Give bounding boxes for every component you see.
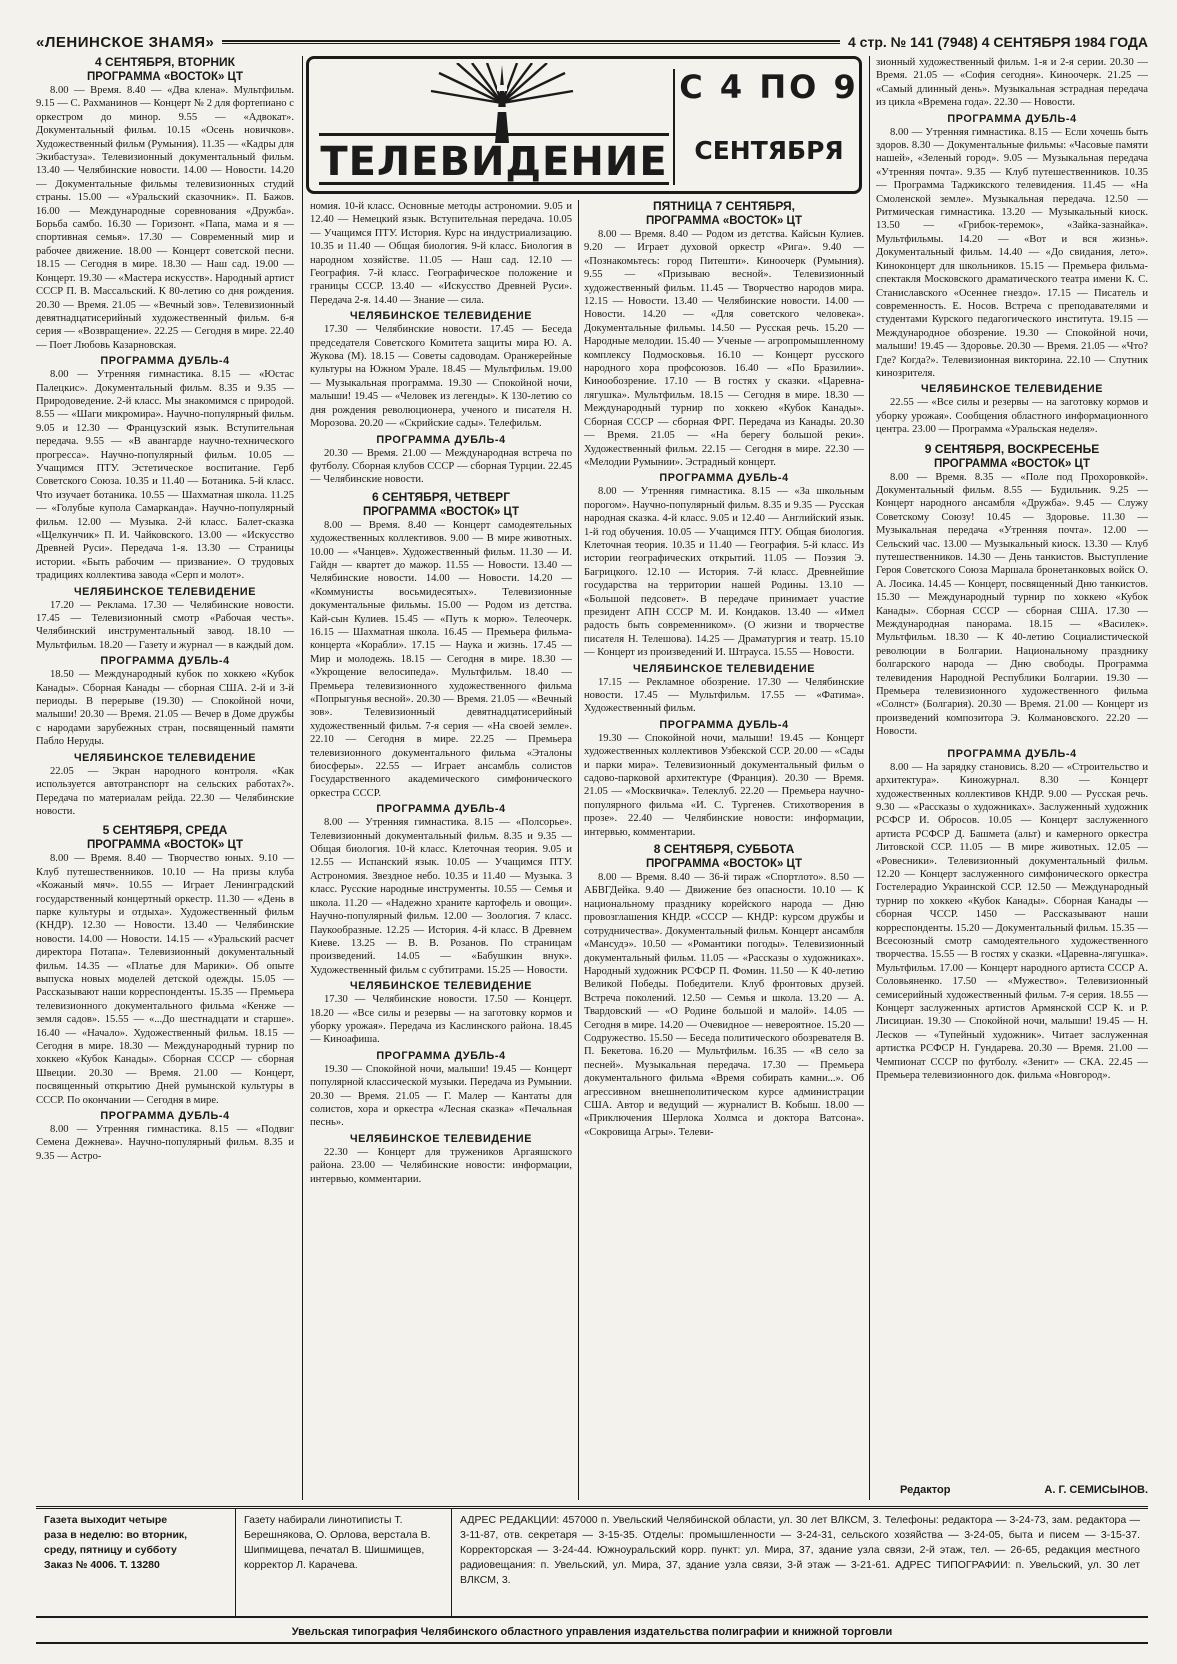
column-3 [584, 200, 864, 1500]
schedule-text: 17.15 — Рекламное обозрение. 17.30 — Челябинские новости. 17.45 — Мультфильм. 17.55 — «Фатима». Художественный фильм. [584, 676, 864, 715]
day-heading: ПЯТНИЦА 7 СЕНТЯБРЯ, [652, 200, 796, 213]
issue-line: 4 стр. № 141 (7948) 4 СЕНТЯБРЯ 1984 ГОДА [848, 34, 1148, 50]
schedule-text: 18.50 — Международный кубок по хоккею «Кубок Канады». Сборная Канады — сборная США. 2-й и 3-й периоды. В перерыве (19.30) — Спокойной ночи, малыши! 20.30 — Время. 21.05 — Вечер в Доме дружбы с народами зарубежных стран, посвященный памяти Пабло Неруды. [36, 669, 294, 748]
program-heading: ПРОГРАММА «ВОСТОК» ЦТ [646, 858, 802, 871]
program-heading: ПРОГРАММА «ВОСТОК» ЦТ [934, 457, 1090, 470]
day-heading: 9 СЕНТЯБРЯ, ВОСКРЕСЕНЬЕ [924, 441, 1100, 456]
program-heading: ПРОГРАММА ДУБЛЬ-4 [376, 433, 506, 446]
masthead-rule [222, 40, 840, 44]
schedule-text: 8.00 — Утренняя гимнастика. 8.15 — «Подвиг Семена Дежнева». Научно-популярный фильм. 8.35 и 9.35 — Астро- [36, 1124, 294, 1162]
schedule-text: 17.20 — Реклама. 17.30 — Челябинские новости. 17.45 — Телевизионный смотр «Рабочая честь». Челябинский инструментальный завод. 18.10 — Мультфильм. 18.20 — Газету и журнал — в каждый дом. [36, 599, 294, 651]
staff-credits: Газету набирали линотиписты Т. Берешнякова, О. Орлова, верстала В. Шипмищева, печатал В. Шишмищев, корректор Л. Карачева. [236, 1509, 452, 1616]
editor-signature [900, 1484, 1148, 1496]
tv-tower-icon [427, 63, 577, 143]
program-heading: ЧЕЛЯБИНСКОЕ ТЕЛЕВИДЕНИЕ [920, 383, 1103, 396]
column-1 [36, 56, 294, 1506]
schedule-line: среду, пятницу и субботу [44, 1544, 177, 1556]
program-heading: ПРОГРАММА ДУБЛЬ-4 [947, 747, 1077, 760]
schedule-text: 19.30 — Спокойной ночи, малыши! 19.45 — Концерт популярной классической музыки. Передача из Румынии. 20.30 — Время. 21.05 — Г. Малер — Кантаты для солистов, хора и оркестра «Лесная сказка» «Печальная песнь». [310, 1063, 572, 1129]
program-heading: ПРОГРАММА ДУБЛЬ-4 [376, 1049, 506, 1062]
program-heading: ПРОГРАММА ДУБЛЬ-4 [100, 655, 230, 668]
day-heading: 6 СЕНТЯБРЯ, ЧЕТВЕРГ [371, 489, 510, 504]
program-heading: ЧЕЛЯБИНСКОЕ ТЕЛЕВИДЕНИЕ [73, 751, 256, 764]
schedule-text: 19.30 — Спокойной ночи, малыши! 19.45 — Концерт художественных коллективов Узбекской ССР. 20.00 — «Сады и парки мира». Телевизионный документальный фильм о садово-парковой архитектуре (Франция). 20.30 — Время. 21.05 — «Москвичка». Телеклуб. 22.20 — Премьера научно-популярного фильма «И. С. Тургенев. Стихотворения в прозе». 22.40 — Челябинские новости: информации, интервью, комментарии. [584, 732, 864, 838]
banner-dates: С 4 ПО 9 [679, 68, 859, 106]
program-heading: ЧЕЛЯБИНСКОЕ ТЕЛЕВИДЕНИЕ [73, 585, 256, 598]
schedule-text: 8.00 — Утренняя гимнастика. 8.15 — Если хочешь быть здоров. 8.30 — Документальные фильмы: «Часовые памяти нашей», «Зеленый город». 9.05 — Музыкальная передача «Утренняя почта». 9.35 — Клуб путешественников. 10.35 — Программа Таджикского телевидения. 11.45 — «На Смоленской земле». Музыкальная передача. 12.50 — Ритмическая гимнастика. 13.20 — Музыкальный киоск. 13.50 — «Грибок-теремок», «Зайка-зазнайка». Мультфильмы. 14.20 — «Вот и вся жизнь». Документальный фильм. 14.40 — «До свидания, лето». Киноконцерт для школьников. 15.15 — Премьера фильма-спектакля Московского драматического театра имени К. С. Станиславского «Осеннее гнездо». 17.15 — Писатель и современность. Е. Носов. Встреча с преподавателями и студентами Курского педагогического института. 19.15 — Международное обозрение. 19.30 — Спокойной ночи, малыши! 19.45 — Здоровье. 20.30 — Время. 21.05 — «Что? Где? Когда?». Телевизионная викторина. 22.10 — Спутник кинозрителя. [876, 126, 1148, 379]
schedule-text: 17.30 — Челябинские новости. 17.50 — Концерт. 18.20 — «Все силы и резервы — на заготовку кормов и уборку урожая». Передача из Каслинского района. 18.45 — Киноафиша. [310, 994, 572, 1046]
tv-banner [306, 56, 862, 194]
program-heading: ПРОГРАММА ДУБЛЬ-4 [947, 112, 1077, 125]
program-heading: ПРОГРАММА ДУБЛЬ-4 [100, 1110, 230, 1123]
editor-name: А. Г. СЕМИСЫНОВ. [1044, 1484, 1148, 1496]
schedule-text: 8.00 — Время. 8.35 — «Поле под Прохоровкой». Документальный фильм. 8.55 — Будильник. 9.25 — Концерт народного ансамбля «Дружба». 9.45 — Служу Советскому Союзу! 10.45 — Здоровье. 11.30 — Музыкальная передача «Утренняя почта». 12.00 — Сельский час. 13.00 — Музыкальный киоск. 13.30 — Клуб путешественников. 14.30 — День танкистов. Выступление Героя Советского Союза Маршала бронетанковых войск О. А. Лосика. 14.45 — Концерт, посвященный Дню танкистов. 15.30 — Международный турнир по хоккею «Кубок Канады». Сборная СССР — сборная США. 17.30 — Международная панорама. 18.15 — «Василек». Мультфильм. 18.30 — К 40-летию Социалистической революции в Болгарии. Национальному празднику болгарского народа — Дню свободы. Программа телевидения Народной Республики Болгарии. 19.30 — Премьера телевизионного художественного фильма «Солнст» (Болгария). 20.30 — Время. 21.00 — Концерт из произведений композитора Э. Колмановского. 22.20 — Новости. [876, 471, 1148, 738]
program-heading: ПРОГРАММА ДУБЛЬ-4 [376, 803, 506, 816]
program-heading: ПРОГРАММА «ВОСТОК» ЦТ [646, 215, 802, 227]
editor-label: Редактор [900, 1484, 951, 1496]
program-heading: ЧЕЛЯБИНСКОЕ ТЕЛЕВИДЕНИЕ [349, 1132, 532, 1145]
program-heading: ПРОГРАММА «ВОСТОК» ЦТ [87, 839, 243, 852]
column-4 [876, 56, 1148, 1496]
editorial-address: АДРЕС РЕДАКЦИИ: 457000 п. Увельский Челябинской области, ул. 30 лет ВЛКСМ, 3. Телефоны: редактора — 3-24-73, зам. редактора — 3-11-87, отв. секретаря — 3-15-35. Отделы: промышленности — 3-24-31, сельского хозяйства — 3-24-05, быта и писем — 3-15-37. Корректорская — 3-24-44. Южноуральский корр. пункт: ул. Мира, 37, здание узла связи, 2-й этаж, тел. — 26-65, редакция местного радиовещания: п. Увельский, ул. Мира, 37, здание узла связи, 3-й этаж — 3-21-61. АДРЕС ТИПОГРАФИИ: п. Увельский, ул. 30 лет ВЛКСМ, 3. [460, 1514, 1140, 1586]
schedule-text: 8.00 — На зарядку становись. 8.20 — «Строительство и архитектура». Киножурнал. 8.30 — Концерт художественных коллективов КНДР. 9.00 — Русская речь. 9.30 — «Рассказы о художниках». Заслуженный художник РСФСР И. Обросов. 10.05 — Концерт заслуженного артиста РСФСР Д. Башмета (альт) и камерного оркестра Литовской ССР. 11.05 — В мире животных. 12.05 — «Ровесники». Телевизионный документальный фильм. 12.20 — Концерт заслуженного симфонического оркестра Гостелерадио Украинской ССР. 12.50 — Международный турнир по хоккею «Кубок Канады». Сборная Канады — сборная ЧССР. 1450 — Рассказывают наши корреспонденты. 15.20 — Документальный фильм. 15.35 — Всесоюзный смотр самодеятельного художественного творчества. 15.55 — В гостях у сказки. «Царевна-лягушка». Мультфильм. 17.00 — Концерт народного артиста СССР А. Соловьяненко. 17.50 — «Мужество». Телевизионный семисерийный художественный фильм. 7-я серия. 18.55 — Концерт заслуженных артистов Армянской ССР К. и Р. Лисициан. 19.30 — Спокойной ночи, малыши! 19.45 — Н. Лесков — «Тупейный художник». Читает заслуженная артистка РСФСР Н. Гундарева. 20.30 — Время. 21.00 — Чемпионат СССР по футболу. «Зенит» — СКА. 22.45 — Премьера телевизионного док. фильма «Новгород». [876, 761, 1148, 1082]
schedule-text: зионный художественный фильм. 1-я и 2-я серии. 20.30 — Время. 21.05 — «София сегодня». Киноочерк. 21.25 — «Самый длинный день». Музыкальная эстрадная передача из цикла «Времена года». 22.30 — Новости. [876, 57, 1148, 109]
masthead [36, 32, 1148, 52]
schedule-text: 8.00 — Время. 8.40 — 36-й тираж «Спортлото». 8.50 — АБВГДейка. 9.40 — Движение без опасности. 10.10 — К национальному празднику корейского народа — Дню провозглашения КНДР. «СССР — КНДР: курсом дружбы и сотрудничества». Документальный фильм. Концерт ансамбля «Мансудэ». 10.50 — «Романтики погоды». Телевизионный документальный фильм. 11.05 — «Рассказы о художниках». Народный художник РСФСР П. Фомин. 11.50 — К 40-летию Великой Победы. Победители. Клуб фронтовых друзей. Встреча поколений. 12.50 — Семья и школа. 13.20 — А. Твардовский — «О Родине большой и малой». 14.05 — Сегодня в мире. 14.20 — Очевидное — невероятное. 15.20 — Содружество. 15.50 — Беседа политического обозревателя В. П. Бекетова. 16.20 — Мультфильм. 16.35 — «В село за песней». Музыкальная передача. 17.30 — Премьера документального фильма «Время собирать камни...». Об агрессивном внешнеполитическом курсе администрации США. Автор и ведущий — журналист В. Кобыш. 18.00 — «Приключения Шерлока Холмса и доктора Ватсона». «Сокровища Агры». Телеви- [584, 872, 864, 1138]
banner-divider [673, 69, 675, 185]
schedule-text: 8.00 — Утренняя гимнастика. 8.15 — «Полсорье». Телевизионный документальный фильм. 8.35 и 9.35 — Общая биология. 10-й класс. Клеточная теория. 9.05 и 12.55 — Испанский язык. 10.05 — Учащимся ПТУ. Астрономия. Звездное небо. 10.35 и 11.40 — Музыка. 3 класс. Русские народные инструменты. 10.55 — Семья и школа. 11.20 — «Надежно храните картофель и овощи». Научно-популярный фильм. 12.00 — Зоология. 7 класс. Паукообразные. 12.25 — История. 4-й класс. В Древнем Киеве. 13.25 — В. В. Розанов. По страницам произведений. 14.05 — «Бабушкин внук». Художественный фильм с субтитрами. 15.25 — Новости. [310, 817, 572, 976]
program-heading: ПРОГРАММА «ВОСТОК» ЦТ [87, 71, 243, 83]
schedule-text: 8.00 — Время. 8.40 — «Два клена». Мультфильм. 9.15 — С. Рахманинов — Концерт № 2 для фортепиано с оркестром до минор. 9.55 — «Адвокат». Документальный фильм. 10.15 «Осень новичков». Художественный фильм (Румыния). 11.35 — «Кадры для Экибастуза». Телевизионный документальный фильм. 13.40 — Челябинские новости. 14.00 — Новости. 14.20 — Документальные фильмы телевизионных студий страны. 15.00 — «Уральский сказочник». П. Бажов. 16.00 — Международные соревнования «Дружба». Борьба самбо. 16.30 — Горизонт. «Папа, мама и я — спортивная семья». 17.30 — Современный мир и рабочее движение. 18.00 — Концерт советской песни. 18.15 — Сегодня в мире. 18.30 — Наш сад. 19.00 — Концерт. 19.30 — «Мастера искусств». Народный артист СССР П. В. Массальский. К 80-летию со дня рождения. 20.30 — Время. 21.05 — «Вечный зов». Телевизионный девятнадцатисерийный художественный фильм. 6-я серия — «Возвращение». 22.25 — Сегодня в мире. 22.40 — Поет Любовь Казарновская. [36, 85, 294, 351]
schedule-text: 8.00 — Время. 8.40 — Творчество юных. 9.10 — Клуб путешественников. 10.10 — На призы клуба «Кожаный мяч». 10.55 — Играет Ленинградский государственный концертный оркестр. 11.30 — «День в парке культуры и отдыха». Художественный фильм (КНДР). 12.30 — Новости. 13.40 — Челябинские новости. 14.00 — Новости. 14.15 — «Уральский расчет директора Потапа». Телевизионный документальный фильм. 14.35 — «Платье для Марики». Об опыте выпуска новых моделей детской одежды. 15.05 — Рассказывают наши корреспонденты. 15.35 — Премьера телевизионного документального фильма «Кенже — земля садов». 15.55 — «...До шестнадцати и старше». 16.40 — «Начало». Художественный фильм. 18.15 — Сегодня в мире. 18.30 — Международный турнир по хоккею «Кубок Канады». Сборная СССР — сборная Швеции. 20.30 — Время. 21.00 — Концерт, посвященный открытию Дней румынской культуры в СССР. По окончании — Сегодня в мире. [36, 853, 294, 1106]
imprint-footer [36, 1506, 1148, 1618]
program-heading: ПРОГРАММА ДУБЛЬ-4 [659, 718, 789, 731]
banner-title: ТЕЛЕВИДЕНИЕ [319, 133, 669, 185]
program-heading: ЧЕЛЯБИНСКОЕ ТЕЛЕВИДЕНИЕ [349, 310, 532, 323]
schedule-text: номия. 10-й класс. Основные методы астрономии. 9.05 и 12.40 — Немецкий язык. Вступительная передача. 10.05 — Учащимся ПТУ. История. Курс на индустриализацию. 10.35 и 11.40 — Общая биология. 9-й класс. Биология в народном хозяйстве. 11.05 — Наш сад. 12.10 — География. 7-й класс. Географическое положение и границы СССР. 13.40 — «Искусство Древней Руси». Передача 2-я. 14.40 — Знание — сила. [310, 201, 572, 306]
banner-month: СЕНТЯБРЯ [694, 136, 844, 165]
day-heading: 4 СЕНТЯБРЯ, ВТОРНИК [95, 56, 235, 69]
program-heading: ЧЕЛЯБИНСКОЕ ТЕЛЕВИДЕНИЕ [349, 980, 532, 993]
column-divider [302, 56, 303, 1500]
program-heading: ПРОГРАММА «ВОСТОК» ЦТ [363, 505, 519, 518]
schedule-text: 8.00 — Время. 8.40 — Концерт самодеятельных художественных коллективов. 9.00 — В мире животных. 10.00 — «Чанцев». Художественный фильм. 11.30 — И. Гайдн — квартет до мажор. 11.55 — Новости. 13.40 — Челябинские новости. 14.00 — Новости. 14.20 — «Коммунисты восьмидесятых». Телевизионные документальные фильмы. 15.00 — Родом из детства. Кай-сын Кулиев. 15.45 — «Путь к морю». Телеочерк. 16.15 — Шахматная школа. 16.45 — Премьера фильма-концерта «Корабли». 17.15 — Наука и жизнь. 17.45 — Мир и молодежь. 18.15 — Сегодня в мире. 18.30 — «Укрощение велосипеда». Мультфильм. 18.40 — Премьера телевизионного художественного фильма «Попрыгунья весной». 20.30 — Время. 21.05 — «Вечный зов». Телевизионный девятнадцатисерийный художественный фильм. 7-я серия — «На своей земле». 22.10 — Сегодня в мире. 22.25 — Премьера телевизионного документального фильма «Эталоны биосферы». 22.55 — Играет ансамбль солистов Государственного академического симфонического оркестра СССР. [310, 519, 572, 799]
schedule-text: 8.00 — Время. 8.40 — Родом из детства. Кайсын Кулиев. 9.20 — Играет духовой оркестр «Рига». 9.40 — «Познакомьтесь: город Питешти». Киноочерк (Румыния). 9.55 — «Призываю весной». Телевизионный художественный фильм. 11.45 — Творчество народов мира. 12.15 — Новости. 13.40 — Челябинские новости. 14.00 — Новости. 14.20 — «Для советского человека». Документальные фильмы. 14.50 — Русская речь. 15.20 — Народные мелодии. 15.40 — Ученые — агропромышленному комплексу Подмосковья. 16.10 — Концерт русского народного хора профсоюзов. 16.40 — «По Бразилии». Кинообозрение. 17.10 — В гостях у сказки. «Царевна-лягушка». Мультфильм. 18.15 — Сегодня в мире. 18.30 — Международный турнир по хоккею «Кубок Канады». Сборная СССР — сборная ФРГ. Передача из Канады. 20.30 — Время. 21.05 — «На берегу большой реки». Художественный фильм. 22.15 — Сегодня в мире. 22.30 — «Мелодии Румынии». Эстрадный концерт. [584, 229, 864, 468]
day-heading: 8 СЕНТЯБРЯ, СУББОТА [653, 842, 795, 857]
program-heading: ЧЕЛЯБИНСКОЕ ТЕЛЕВИДЕНИЕ [632, 662, 815, 675]
schedule-text: 17.30 — Челябинские новости. 17.45 — Беседа председателя Советского Комитета защиты мира Ю. А. Жукова (М). 18.15 — Советы садоводам. Оранжерейные культуры на Южном Урале. 18.45 — Мультфильм. 19.00 — Музыкальная программа. 19.30 — Спокойной ночи, малыши! 19.45 — «Человек из легенды». К 130-летию со дня рождения революционера, ученого и писателя Н. Морозова. 20.20 — «Скрийские сады». Телефильм. [310, 324, 572, 430]
day-heading: 5 СЕНТЯБРЯ, СРЕДА [102, 823, 228, 838]
schedule-text: 20.30 — Время. 21.00 — Международная встреча по футболу. Сборная клубов СССР — сборная Турции. 22.45 — Челябинские новости. [310, 447, 572, 486]
schedule-text: 8.00 — Утренняя гимнастика. 8.15 — «Юстас Палецкис». Документальный фильм. 8.35 и 9.35 — Природоведение. 2-й класс. Мы знакомимся с природой. 8.55 — «Шаги микромира». Научно-популярный фильм. 9.05 и 12.30 — Французский язык. Вступительная передача. 9.55 — «В авангарде научно-технического прогресса». Научно-популярный фильм. 10.05 — Учащимся ПТУ. Эстетическое воспитание. Герб Советского Союза. 10.35 и 11.40 — Ботаника. 5-й класс. Что изучает ботаника. 10.55 — Шахматная школа. 11.25 — «Голубые купола Самарканда». Научно-популярный фильм. 12.00 — Музыка. 2-й класс. Балет-сказка «Щелкунчик» П. И. Чайковского. 13.00 — «Искусство Древней Руси». Передача 1-я. 13.30 — Страницы истории. «Быть рабочим — призвание». О трудовых традициях коллектива завода «Серп и молот». [36, 369, 294, 582]
schedule-line: Газета выходит четыре [44, 1514, 168, 1526]
column-2 [310, 200, 572, 1500]
program-heading: ПРОГРАММА ДУБЛЬ-4 [100, 355, 230, 368]
column-divider [869, 56, 870, 1500]
program-heading: ПРОГРАММА ДУБЛЬ-4 [659, 472, 789, 485]
schedule-text: 22.05 — Экран народного контроля. «Как используется автотранспорт на сельских работах?». Передача по материалам рейда. 22.30 — Челябинские новости. [36, 765, 294, 817]
order-number: Заказ № 4006. Т. 13280 [44, 1559, 160, 1571]
publication-schedule [36, 1509, 236, 1616]
schedule-text: 22.30 — Концерт для тружеников Аргаяшского района. 23.00 — Челябинские новости: информации, интервью, комментарии. [310, 1146, 572, 1185]
schedule-text: 8.00 — Утренняя гимнастика. 8.15 — «За школьным порогом». Научно-популярный фильм. 8.35 и 9.35 — Русская народная сказка. 4-й класс. 9.05 и 12.40 — Английский язык. 1-й год обучения. 10.05 — Учащимся ПТУ. Общая биология. Клеточная теория. 10.35 и 11.40 — География. 5-й класс. Из истории географических открытий. 11.05 — Поэзия Э. Багрицкого. 12.10 — История. 7-й класс. Древнейшие государства на территории нашей Родины. 13.10 — «Большой педсовет». В передаче принимает участие президент АПН СССР М. И. Кондаков. 13.40 — «Имел радость быть современником». (О жизни и творчестве писателя Н. Телешова). 14.25 — Драматургия и театр. 15.10 — Концерт из произведений И. Штрауса. 15.55 — Новости. [584, 486, 864, 659]
column-divider [578, 200, 579, 1500]
printer-line: Увельская типография Челябинского областного управления издательства полиграфии и книжной торговли [36, 1626, 1148, 1644]
schedule-line: раза в неделю: во вторник, [44, 1529, 188, 1541]
schedule-text: 22.55 — «Все силы и резервы — на заготовку кормов и уборку урожая». Сообщения областного информационного центра. 23.00 — Программа «Уральская неделя». [876, 397, 1148, 436]
paper-name: «ЛЕНИНСКОЕ ЗНАМЯ» [36, 33, 215, 51]
